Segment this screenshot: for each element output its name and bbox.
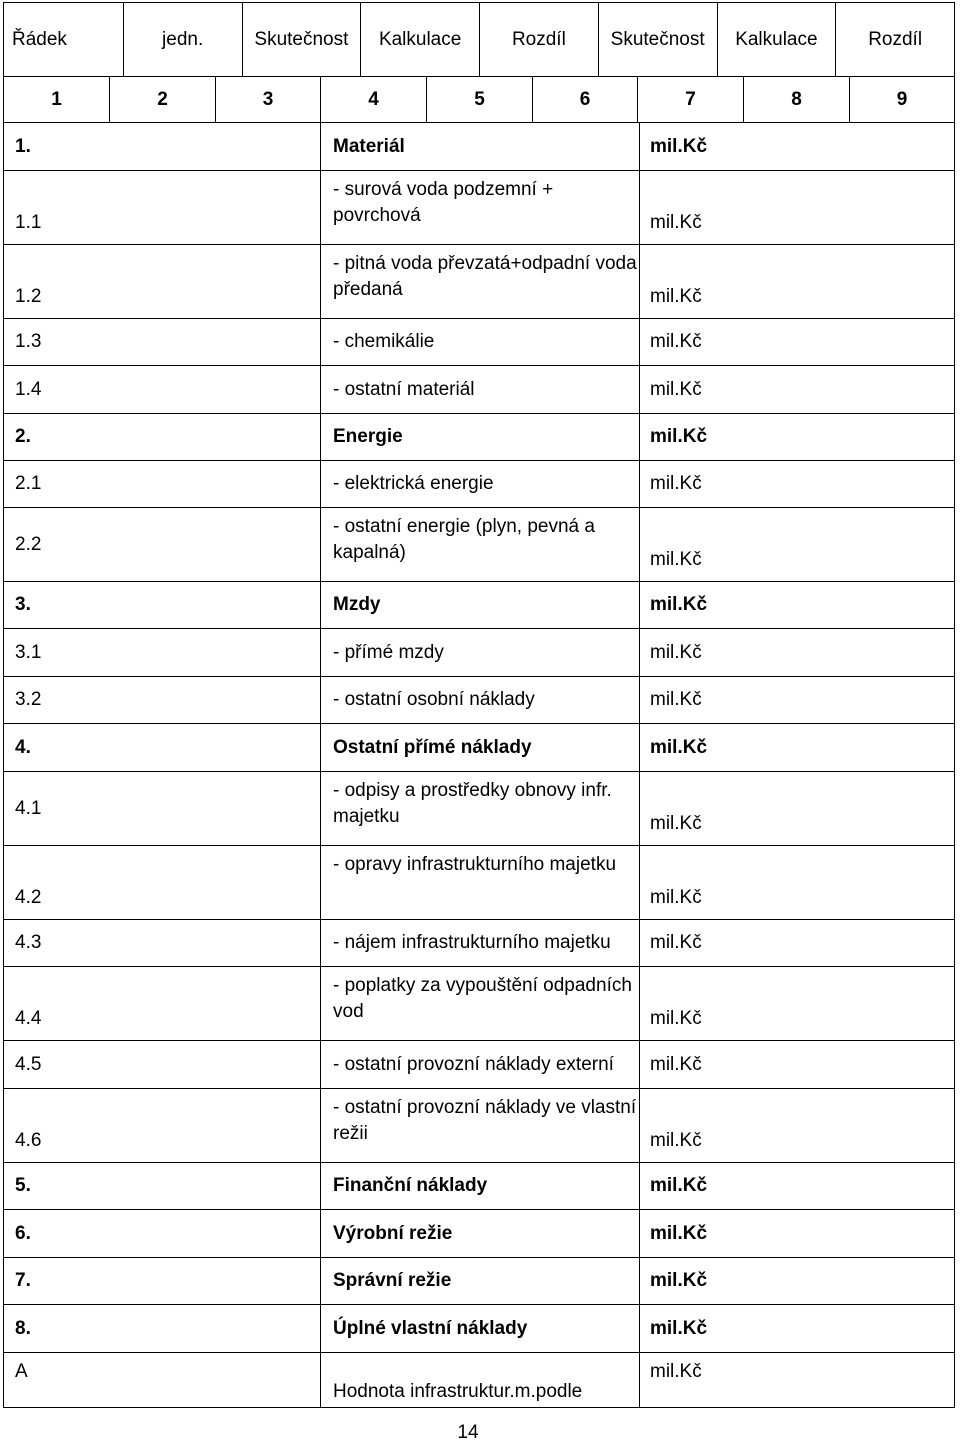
row-number: 4.6: [4, 1089, 321, 1162]
table-row: [4, 1089, 954, 1163]
row-name: - pitná voda převzatá+odpadní voda předaná: [321, 245, 640, 318]
row-number: 2.1: [4, 461, 321, 507]
table-row: [4, 629, 954, 677]
row-number: A: [4, 1353, 321, 1407]
row-name: Výrobní režie: [321, 1210, 640, 1257]
row-number: 5.: [4, 1163, 321, 1209]
row-unit: mil.Kč: [650, 426, 708, 447]
row-name: Hodnota infrastruktur.m.podle: [321, 1353, 640, 1407]
row-unit: mil.Kč: [650, 135, 708, 157]
column-number: 7: [638, 77, 744, 122]
row-unit: mil.Kč: [650, 331, 702, 352]
row-unit: mil.Kč: [650, 1053, 702, 1075]
header-kalkulace-1: Kalkulace: [361, 3, 480, 76]
table-row: [4, 1210, 954, 1258]
row-number: 4.2: [4, 846, 321, 919]
row-unit: mil.Kč: [650, 594, 708, 615]
table-row: [4, 677, 954, 724]
header-skutecnost-1: Skutečnost: [243, 3, 362, 76]
row-unit: mil.Kč: [650, 1270, 708, 1291]
header-radek: Řádek: [4, 3, 124, 76]
row-unit: mil.Kč: [650, 736, 708, 758]
column-number: 8: [744, 77, 850, 122]
header-jedn: jedn.: [124, 3, 243, 76]
row-unit: mil.Kč: [650, 1175, 708, 1196]
row-number: 3.: [4, 582, 321, 628]
row-unit: mil.Kč: [650, 689, 702, 710]
row-number: 1.: [4, 123, 321, 170]
row-number: 2.2: [4, 508, 321, 581]
table-row: [4, 772, 954, 846]
row-number: 1.2: [4, 245, 321, 318]
row-name: - chemikálie: [321, 319, 640, 365]
row-number: 3.1: [4, 629, 321, 676]
row-name: - odpisy a prostředky obnovy infr. majetku: [321, 772, 640, 845]
table-row: [4, 582, 954, 629]
header-kalkulace-2: Kalkulace: [718, 3, 837, 76]
row-unit: mil.Kč: [650, 1130, 702, 1151]
row-number: 7.: [4, 1258, 321, 1304]
row-unit: mil.Kč: [650, 1361, 702, 1382]
row-number: 4.5: [4, 1041, 321, 1088]
column-number: 2: [110, 77, 216, 122]
row-name: - ostatní materiál: [321, 366, 640, 413]
table-row: [4, 1041, 954, 1089]
row-name: - surová voda podzemní + povrchová: [321, 171, 640, 244]
table-row: [4, 245, 954, 319]
table-header-row: [3, 2, 955, 77]
row-unit: mil.Kč: [650, 212, 702, 233]
table-row: [4, 920, 954, 967]
table-row: [4, 1163, 954, 1210]
row-name: Finanční náklady: [321, 1163, 640, 1209]
row-number: 1.1: [4, 171, 321, 244]
row-unit: mil.Kč: [650, 473, 702, 494]
row-name: - přímé mzdy: [321, 629, 640, 676]
row-unit: mil.Kč: [650, 549, 702, 570]
row-number: 4.3: [4, 920, 321, 966]
table-row: [4, 461, 954, 508]
column-number: 1: [4, 77, 110, 122]
cost-table: [3, 123, 955, 1408]
row-name: Mzdy: [321, 582, 640, 628]
table-row: [4, 508, 954, 582]
row-number: 2.: [4, 414, 321, 460]
row-name: - elektrická energie: [321, 461, 640, 507]
row-name: - ostatní provozní náklady ve vlastní režii: [321, 1089, 640, 1162]
row-number: 4.4: [4, 967, 321, 1040]
row-name: Energie: [321, 414, 640, 460]
table-row: [4, 724, 954, 772]
row-name: - nájem infrastrukturního majetku: [321, 920, 640, 966]
header-rozdil-2: Rozdíl: [868, 29, 923, 50]
table-row: [4, 123, 954, 171]
row-name: Úplné vlastní náklady: [321, 1305, 640, 1352]
row-name: - ostatní osobní náklady: [321, 677, 640, 723]
column-number: 4: [321, 77, 427, 122]
row-number: 4.: [4, 724, 321, 771]
table-row: [4, 1258, 954, 1305]
table-row: [4, 366, 954, 414]
table-row: [4, 846, 954, 920]
table-row: [4, 319, 954, 366]
column-number-row: [3, 77, 955, 123]
table-row: [4, 1353, 954, 1408]
row-name: - ostatní energie (plyn, pevná a kapalná): [321, 508, 640, 581]
row-number: 8.: [4, 1305, 321, 1352]
row-unit: mil.Kč: [650, 1008, 702, 1029]
table-row: [4, 171, 954, 245]
row-number: 1.3: [4, 319, 321, 365]
row-name: Správní režie: [321, 1258, 640, 1304]
row-name: Ostatní přímé náklady: [321, 724, 640, 771]
row-number: 6.: [4, 1210, 321, 1257]
column-number: 3: [216, 77, 321, 122]
table-row: [4, 967, 954, 1041]
row-number: 3.2: [4, 677, 321, 723]
table-row: [4, 414, 954, 461]
header-rozdil-1: Rozdíl: [480, 3, 599, 76]
table-row: [4, 1305, 954, 1353]
row-unit: mil.Kč: [650, 813, 702, 834]
column-number: 9: [896, 88, 908, 110]
row-unit: mil.Kč: [650, 887, 702, 908]
row-name: - ostatní provozní náklady externí: [321, 1041, 640, 1088]
row-number: 1.4: [4, 366, 321, 413]
row-name: - opravy infrastrukturního majetku: [321, 846, 640, 919]
header-skutecnost-2: Skutečnost: [599, 3, 718, 76]
row-unit: mil.Kč: [650, 641, 702, 663]
row-unit: mil.Kč: [650, 286, 702, 307]
row-unit: mil.Kč: [650, 932, 702, 953]
column-number: 5: [427, 77, 533, 122]
row-unit: mil.Kč: [650, 1317, 708, 1339]
row-name: Materiál: [321, 123, 640, 170]
row-name: - poplatky za vypouštění odpadních vod: [321, 967, 640, 1040]
column-number: 6: [533, 77, 638, 122]
row-number: 4.1: [4, 772, 321, 845]
row-unit: mil.Kč: [650, 378, 702, 400]
row-unit: mil.Kč: [650, 1222, 708, 1244]
page-number: 14: [457, 1422, 479, 1443]
